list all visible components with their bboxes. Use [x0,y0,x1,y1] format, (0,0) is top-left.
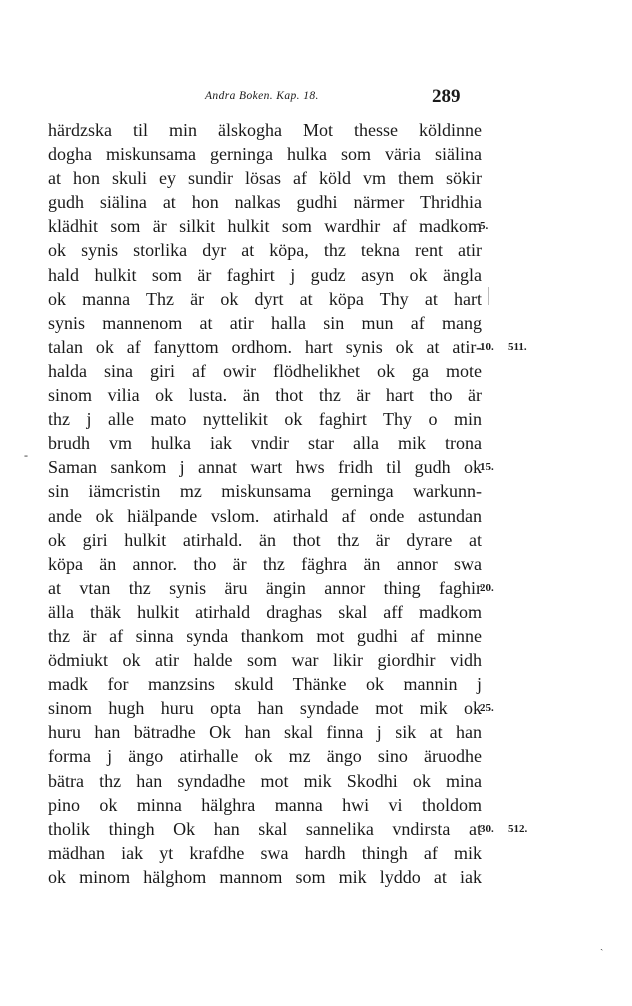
text-line [48,142,482,166]
line-text: ok manna Thz är ok dyrt at köpa Thy at hart [48,288,482,309]
text-line [48,720,482,744]
line-text: huru han bätradhe Ok han skal finna j sik at han [48,722,482,743]
line-text: ok synis storlika dyr at köpa, thz tekna rent atir [48,240,482,261]
text-line [48,359,482,383]
margin-pencil-mark [488,287,489,305]
text-line [48,600,482,624]
line-text: sin iämcristin mz miskunsama gerninga warkunn- [48,481,482,502]
line-text: sinom vilia ok lusta. än thot thz är hart tho är [48,385,482,406]
line-number: 15. [480,461,494,474]
line-text: ok minom hälghom mannom som mik lyddo at iak [48,866,482,887]
text-line [48,190,482,214]
line-text: köpa än annor. tho är thz fäghra än annor swa [48,553,482,574]
line-text: sinom hugh huru opta han syndade mot mik ok [48,698,482,719]
text-line [48,672,482,696]
text-line [48,479,482,503]
line-text: tholik thingh Ok han skal sannelika vndirsta at [48,818,482,839]
text-line [48,287,482,311]
line-text: älla thäk hulkit atirhald draghas skal aff madkom [48,601,482,622]
text-line [48,166,482,190]
text-line [48,744,482,768]
text-line [48,841,482,865]
page-number: 289 [432,86,461,107]
line-text: forma j ängo atirhalle ok mz ängo sino äruodhe [48,746,482,767]
bottom-speck-mark: ˏ [600,940,604,951]
line-text: madk for manzsins skuld Thänke ok mannin j [48,674,482,695]
text-line [48,865,482,889]
line-text: brudh vm hulka iak vndir star alla mik trona [48,433,482,454]
line-text: ok giri hulkit atirhald. än thot thz är dyrare at [48,529,482,550]
page-header [0,86,632,110]
text-line [48,793,482,817]
text-line [48,769,482,793]
manuscript-page-number: 511. [508,340,527,353]
line-text: bätra thz han syndadhe mot mik Skodhi ok mina [48,770,482,791]
line-text: dogha miskunsama gerninga hulka som väria siälina [48,144,482,165]
line-number: 25. [480,702,494,715]
text-line [48,263,482,287]
running-title: Andra Boken. Kap. 18. [205,90,319,102]
line-text: hald hulkit som är faghirt j gudz asyn ok ängla [48,264,482,285]
text-line [48,576,494,600]
line-text: mädhan iak yt krafdhe swa hardh thingh af mik [48,842,482,863]
line-text: thz j alle mato nyttelikit ok faghirt Thy o min [48,409,482,430]
text-line [48,552,482,576]
line-text: pino ok minna hälghra manna hwi vi tholdom [48,794,482,815]
text-line [48,311,482,335]
line-text: thz är af sinna synda thankom mot gudhi af minne [48,625,482,646]
line-text: Saman sankom j annat wart hws fridh til gudh ok [48,457,482,478]
line-text: härdzska til min älskogha Mot thesse köldinne [48,120,482,140]
line-text: klädhit som är silkit hulkit som wardhir af madkom [48,216,482,237]
line-text: ödmiukt ok atir halde som war likir giordhir vidh [48,650,482,671]
text-line [48,407,482,431]
line-number: 30. [480,822,494,835]
line-number: 5. [480,220,489,233]
text-line [48,817,528,841]
line-text: at vtan thz synis äru ängin annor thing faghir [48,577,482,598]
body-text [48,118,528,889]
margin-dash-mark: - [24,448,28,462]
line-text: at hon skuli ey sundir lösas af köld vm them sökir [48,168,482,189]
line-text: gudh siälina at hon nalkas gudhi närmer Thridhia [48,192,482,213]
text-line [48,431,482,455]
text-line [48,696,494,720]
text-line [48,455,494,479]
line-text: ande ok hiälpande vslom. atirhald af onde astundan [48,505,482,526]
line-text: halda sina giri af owir flödhelikhet ok ga mote [48,360,482,381]
text-line [48,383,482,407]
text-line [48,624,482,648]
line-text: synis mannenom at atir halla sin mun af mang [48,312,482,333]
text-line [48,118,482,142]
manuscript-page-number: 512. [508,822,528,835]
text-line [48,648,482,672]
text-line [48,528,482,552]
text-line [48,214,489,238]
line-number: 20. [480,581,494,594]
text-line [48,238,482,262]
line-number: 10. [480,340,494,353]
text-line [48,335,527,359]
text-line [48,504,482,528]
line-text: talan ok af fanyttom ordhom. hart synis ok at atir- [48,336,482,357]
